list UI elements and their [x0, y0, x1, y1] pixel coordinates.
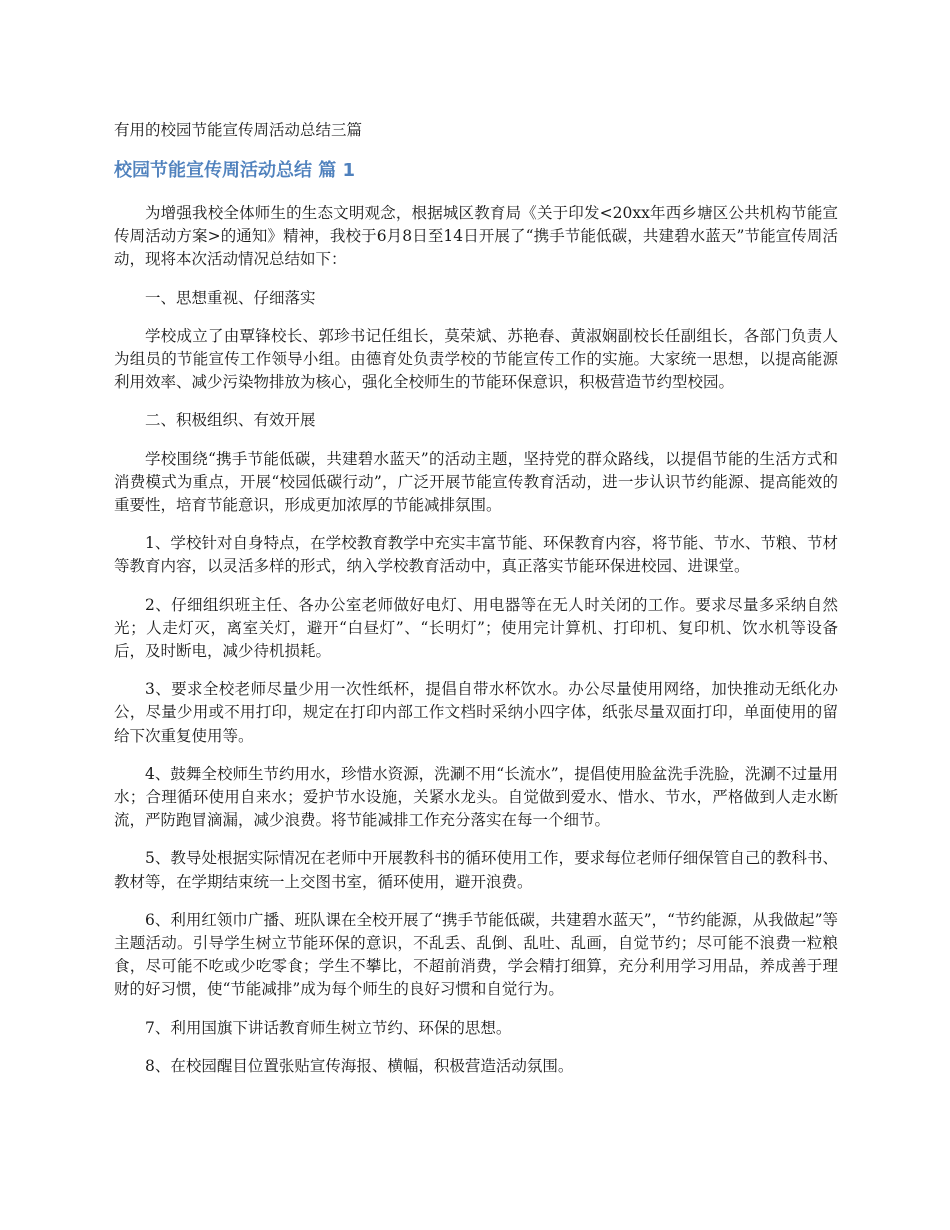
subheading-two: 二、积极组织、有效开展 [145, 411, 316, 430]
paragraph-leadership: 学校成立了由覃锋校长、郭珍书记任组长，莫荣斌、苏艳春、黄淑娴副校长任副组长，各部门负责人为组员的节能宣传工作领导小组。由德育处负责学校的节能宣传工作的实施。大家统一思想，以提高能源利用效率、减少污染物排放为核心，强化全校师生的节能环保意识，积极营造节约型校园。 [114, 326, 838, 392]
list-item-8: 8、在校园醒目位置张贴宣传海报、横幅，积极营造活动氛围。 [145, 1056, 574, 1075]
subheading-one: 一、思想重视、仔细落实 [145, 288, 316, 307]
list-item-1: 1、学校针对自身特点，在学校教育教学中充实丰富节能、环保教育内容，将节能、节水、节粮、节材等教育内容，以灵活多样的形式，纳入学校教育活动中，真正落实节能环保进校园、进课堂。 [114, 534, 838, 576]
list-item-7: 7、利用国旗下讲话教育师生树立节约、环保的思想。 [145, 1018, 512, 1037]
list-item-4: 4、鼓舞全校师生节约用水，珍惜水资源，洗涮不用“长流水”，提倡使用脸盆洗手洗脸，洗涮不过量用水；合理循环使用自来水；爱护节水设施，关紧水龙头。自觉做到爱水、惜水、节水，严格做到人走水断流，严防跑冒滴漏，减少浪费。将节能减排工作充分落实在每一个细节。 [114, 764, 838, 830]
document-title: 有用的校园节能宣传周活动总结三篇 [114, 121, 363, 139]
document-page [114, 118, 838, 1093]
list-item-3: 3、要求全校老师尽量少用一次性纸杯，提倡自带水杯饮水。办公尽量使用网络，加快推动无纸化办公，尽量少用或不用打印，规定在打印内部工作文档时采纳小四字体，纸张尽量双面打印，单面使用的留给下次重复使用等。 [114, 680, 838, 745]
list-item-6: 6、利用红领巾广播、班队课在全校开展了“携手节能低碳，共建碧水蓝天”，“节约能源，从我做起”等主题活动。引导学生树立节能环保的意识，不乱丢、乱倒、乱吐、乱画，自觉节约；尽可能不浪费一粒粮食，尽可能不吃或少吃零食；学生不攀比，不超前消费，学会精打细算，充分利用学习用品，养成善于理财的好习惯，使“节能减排”成为每个师生的良好习惯和自觉行为。 [114, 910, 838, 999]
list-item-2: 2、仔细组织班主任、各办公室老师做好电灯、用电器等在无人时关闭的工作。要求尽量多采纳自然光；人走灯灭，离室关灯，避开“白昼灯”、“长明灯”；使用完计算机、打印机、复印机、饮水机等设备后，及时断电，减少待机损耗。 [114, 595, 838, 661]
paragraph-theme: 学校围绕“携手节能低碳，共建碧水蓝天”的活动主题，坚持党的群众路线，以提倡节能的生活方式和消费模式为重点，开展“校园低碳行动”，广泛开展节能宣传教育活动，进一步认识节约能源、提高能效的重要性，培育节能意识，形成更加浓厚的节能减排氛围。 [114, 449, 838, 515]
list-item-5: 5、教导处根据实际情况在老师中开展教科书的循环使用工作，要求每位老师仔细保管自己的教科书、教材等，在学期结束统一上交图书室，循环使用，避开浪费。 [114, 849, 838, 891]
paragraph-intro: 为增强我校全体师生的生态文明观念，根据城区教育局《关于印发<20xx年西乡塘区公共机构节能宣传周活动方案>的通知》精神，我校于6月8日至14日开展了“携手节能低碳，共建碧水蓝天”节能宣传周活动，现将本次活动情况总结如下： [114, 204, 838, 269]
section-heading: 校园节能宣传周活动总结 篇 1 [114, 160, 356, 181]
